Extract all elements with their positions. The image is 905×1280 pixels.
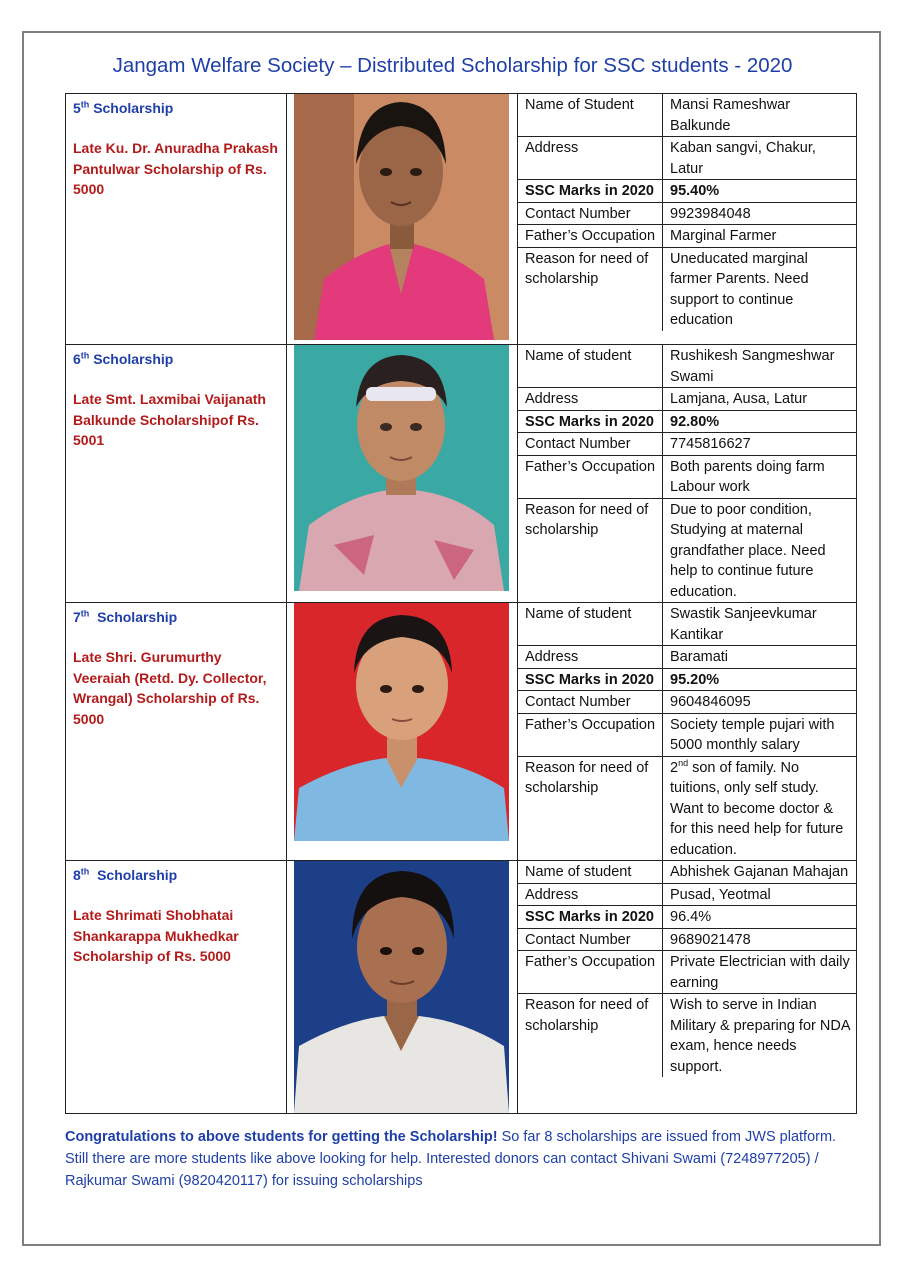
detail-row-contact: Contact Number 7745816627 <box>518 433 856 456</box>
scholarship-table <box>65 93 857 1114</box>
detail-row-contact: Contact Number 9689021478 <box>518 928 856 951</box>
scholarship-heading: 8th Scholarship <box>73 866 178 883</box>
scholarship-sponsor: Late Shri. Gurumurthy Veeraiah (Retd. Dy. Collector, Wrangal) Scholarship of Rs. 5000 <box>73 649 267 727</box>
detail-row-marks: SSC Marks in 2020 95.40% <box>518 180 856 203</box>
student-details-cell <box>518 94 857 345</box>
student-photo <box>294 861 509 1113</box>
student-details <box>518 861 856 1077</box>
scholarship-sponsor: Late Smt. Laxmibai Vaijanath Balkunde Scholarshipof Rs. 5001 <box>73 391 266 448</box>
student-photo-cell <box>287 94 518 345</box>
scholarship-heading: 6th Scholarship <box>73 350 174 367</box>
scholarship-sponsor: Late Ku. Dr. Anuradha Prakash Pantulwar Scholarship of Rs. 5000 <box>73 140 278 197</box>
student-photo-cell <box>287 345 518 603</box>
scholarship-row <box>66 603 857 861</box>
detail-row-contact: Contact Number 9923984048 <box>518 202 856 225</box>
detail-row-occupation: Father’s Occupation Society temple pujari with 5000 monthly salary <box>518 713 856 756</box>
detail-row-address: Address Baramati <box>518 646 856 669</box>
detail-row-name: Name of Student Mansi Rameshwar Balkunde <box>518 94 856 137</box>
scholarship-row <box>66 94 857 345</box>
student-photo <box>294 345 509 591</box>
student-details-cell <box>518 345 857 603</box>
student-details <box>518 94 856 331</box>
student-details <box>518 345 856 602</box>
detail-row-occupation: Father’s Occupation Marginal Farmer <box>518 225 856 248</box>
student-photo <box>294 603 509 841</box>
scholarship-heading-cell <box>66 861 287 1114</box>
scholarship-row <box>66 861 857 1114</box>
detail-row-reason: Reason for need of scholarship Uneducated marginal farmer Parents. Need support to continue education <box>518 247 856 331</box>
student-details-cell <box>518 861 857 1114</box>
student-photo <box>294 94 509 340</box>
student-details <box>518 603 856 860</box>
student-details-cell <box>518 603 857 861</box>
scholarship-row <box>66 345 857 603</box>
detail-row-reason: Reason for need of scholarship Due to poor condition, Studying at maternal grandfather place. Need help to continue future education. <box>518 498 856 602</box>
page-title: Jangam Welfare Society – Distributed Scholarship for SSC students - 2020 <box>112 54 793 77</box>
detail-row-marks: SSC Marks in 2020 92.80% <box>518 410 856 433</box>
scholarship-heading: 5th Scholarship <box>73 99 174 116</box>
footer-note <box>65 1126 845 1192</box>
detail-row-address: Address Lamjana, Ausa, Latur <box>518 388 856 411</box>
detail-row-marks: SSC Marks in 2020 95.20% <box>518 668 856 691</box>
detail-row-occupation: Father’s Occupation Both parents doing farm Labour work <box>518 455 856 498</box>
detail-row-name: Name of student Rushikesh Sangmeshwar Swami <box>518 345 856 388</box>
student-photo-cell <box>287 603 518 861</box>
detail-row-name: Name of student Swastik Sanjeevkumar Kantikar <box>518 603 856 646</box>
scholarship-heading: 7th Scholarship <box>73 608 178 625</box>
student-photo-cell <box>287 861 518 1114</box>
detail-row-address: Address Pusad, Yeotmal <box>518 883 856 906</box>
detail-row-marks: SSC Marks in 2020 96.4% <box>518 906 856 929</box>
scholarship-sponsor: Late Shrimati Shobhatai Shankarappa Mukhedkar Scholarship of Rs. 5000 <box>73 907 239 964</box>
scholarship-heading-cell <box>66 94 287 345</box>
detail-row-contact: Contact Number 9604846095 <box>518 691 856 714</box>
scholarship-heading-cell <box>66 603 287 861</box>
scholarship-heading-cell <box>66 345 287 603</box>
detail-row-address: Address Kaban sangvi, Chakur, Latur <box>518 137 856 180</box>
footer-text: So far 8 scholarships are issued from JWS platform. Still there are more students like above looking for help. Interested donors can contact Shivani Swami (7248977205) / Rajkumar Swami (9820420117) for issuing scholarships <box>65 1129 837 1189</box>
detail-row-reason: Reason for need of scholarship Wish to serve in Indian Military & preparing for NDA exam, hence needs support. <box>518 994 856 1078</box>
detail-row-reason: Reason for need of scholarship 2nd son of family. No tuitions, only self study. Want to become doctor & for this need help for future education. <box>518 756 856 860</box>
detail-row-name: Name of student Abhishek Gajanan Mahajan <box>518 861 856 883</box>
footer-congrats: Congratulations to above students for getting the Scholarship! <box>65 1129 498 1145</box>
detail-row-occupation: Father’s Occupation Private Electrician with daily earning <box>518 951 856 994</box>
